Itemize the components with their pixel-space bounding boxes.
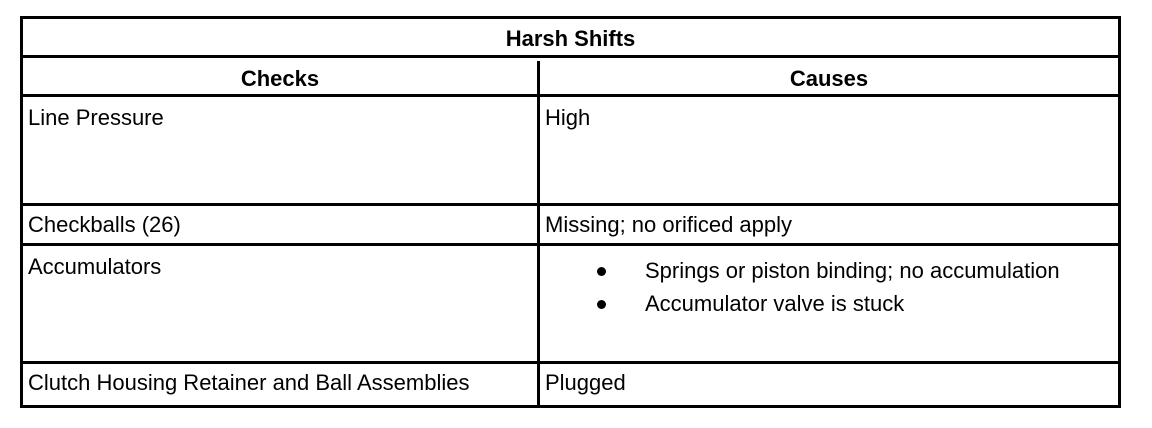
table-row (23, 97, 1118, 206)
table-row (23, 364, 1118, 405)
header-row (23, 61, 1118, 97)
check-cell: Clutch Housing Retainer and Ball Assemblies (28, 370, 470, 395)
check-cell: Accumulators (28, 254, 162, 279)
cause-cell: Missing; no orificed apply (545, 212, 793, 237)
header-causes: Causes (789, 66, 869, 91)
table-row (23, 246, 1118, 364)
bullet-icon (597, 267, 606, 276)
check-cell: Line Pressure (28, 105, 164, 130)
cause-cell: Plugged (545, 370, 626, 395)
check-cell: Checkballs (26) (28, 212, 181, 237)
list-item (595, 258, 1060, 291)
header-checks: Checks (240, 66, 320, 91)
column-divider (537, 61, 540, 405)
table-row (23, 206, 1118, 246)
table-title: Harsh Shifts (23, 19, 1118, 58)
cause-bullet-list (595, 258, 1060, 324)
cause-cell (540, 246, 1118, 364)
cause-cell: High (545, 105, 591, 130)
list-item (595, 291, 1060, 324)
list-item-text: Springs or piston binding; no accumulation (645, 258, 1060, 283)
list-item-text: Accumulator valve is stuck (645, 291, 905, 316)
harsh-shifts-table (20, 16, 1121, 408)
bullet-icon (597, 300, 606, 309)
